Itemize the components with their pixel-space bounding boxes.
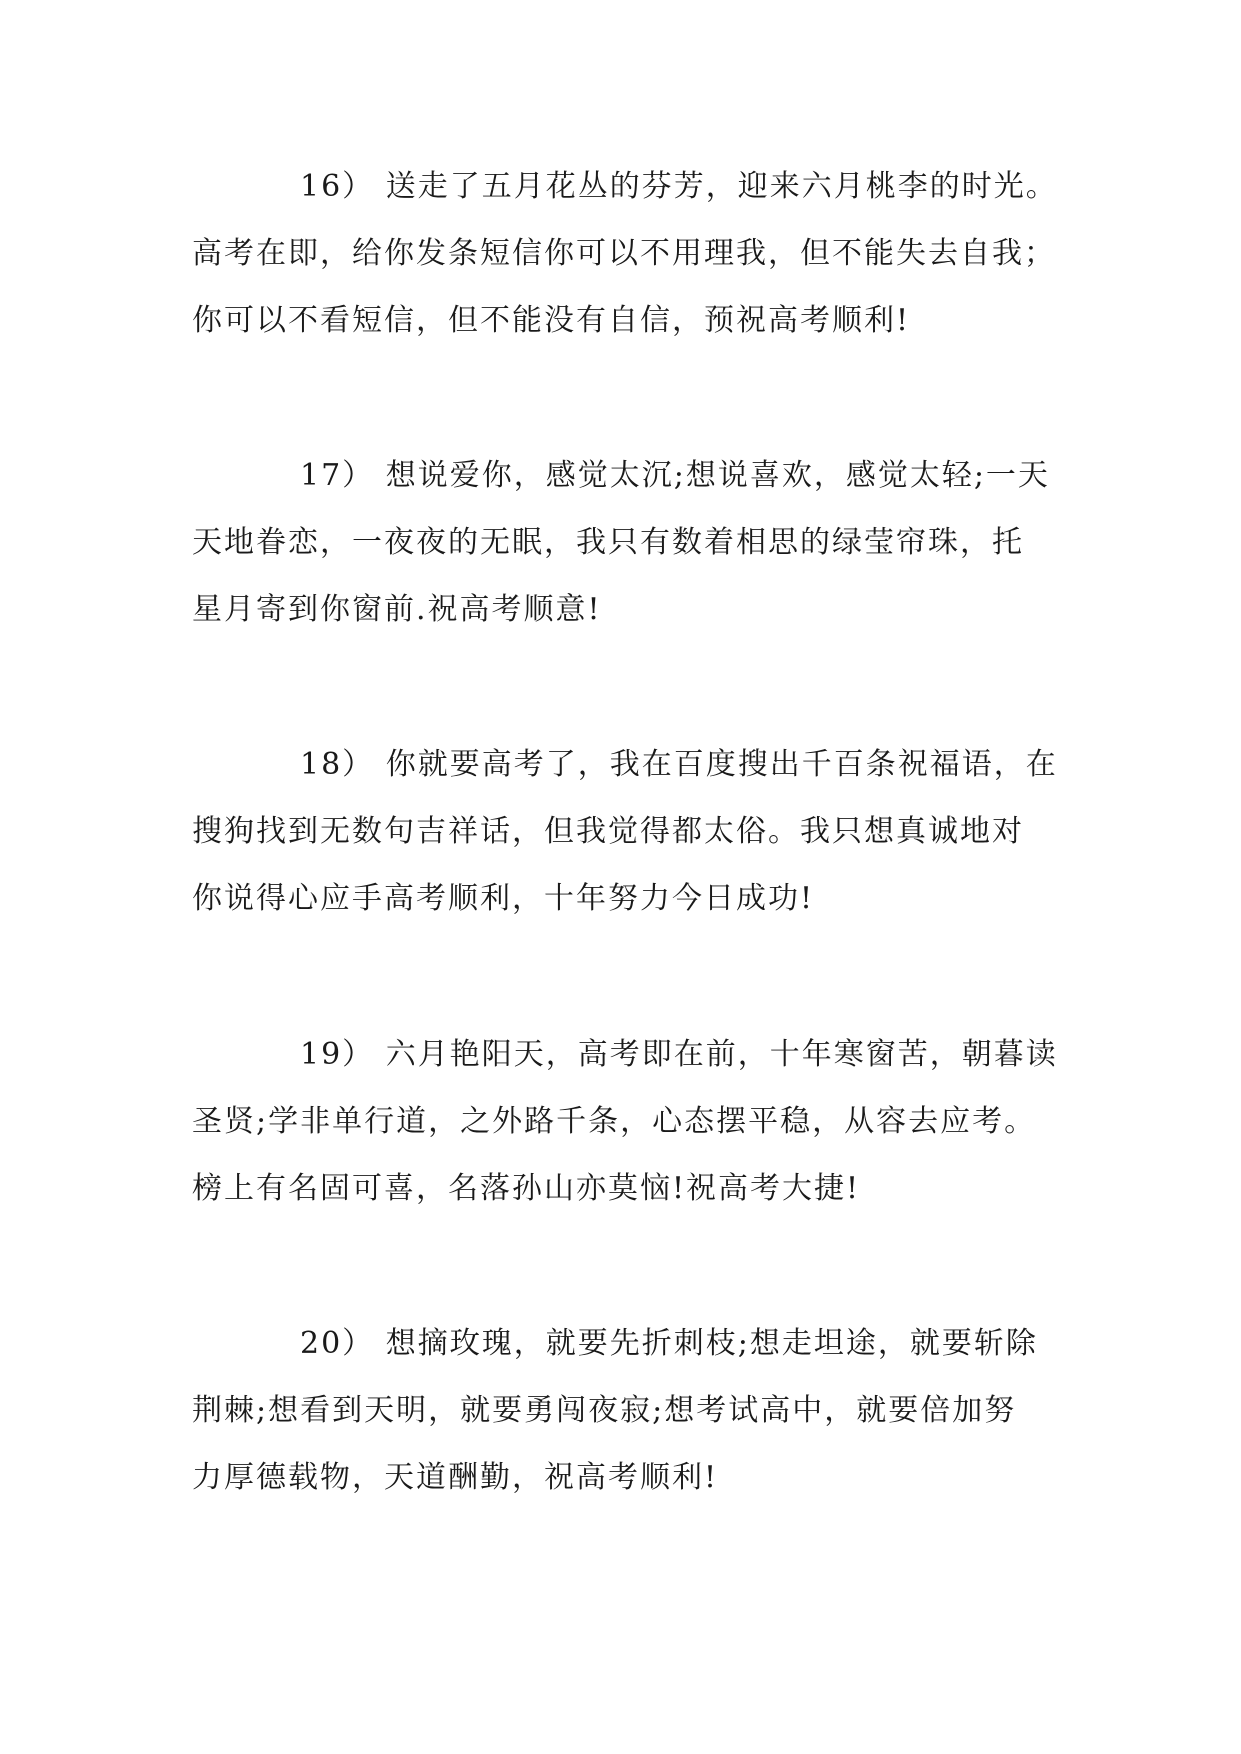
paragraph-line: 星月寄到你窗前.祝高考顺意! (192, 592, 602, 627)
paragraph-17 (192, 442, 1072, 643)
paragraph-line: 你可以不看短信，但不能没有自信，预祝高考顺利! (192, 303, 911, 338)
paragraph-20 (192, 1310, 1072, 1511)
paragraph-line: 你说得心应手高考顺利，十年努力今日成功! (192, 881, 815, 916)
paragraph-line: 高考在即，给你发条短信你可以不用理我，但不能失去自我； (192, 236, 1056, 271)
paragraph-line: 力厚德载物，天道酬勤，祝高考顺利! (192, 1460, 719, 1495)
paragraph-line: 16） 送走了五月花丛的芬芳，迎来六月桃李的时光。 (300, 169, 1058, 204)
paragraph-line: 搜狗找到无数句吉祥话，但我觉得都太俗。我只想真诚地对 (192, 814, 1024, 849)
paragraph-line: 天地眷恋，一夜夜的无眠，我只有数着相思的绿莹帘珠，托 (192, 525, 1024, 560)
paragraph-19 (192, 1021, 1072, 1222)
paragraph-16 (192, 153, 1072, 354)
paragraph-line: 20） 想摘玫瑰，就要先折刺枝;想走坦途，就要斩除 (300, 1326, 1038, 1361)
paragraph-line: 19） 六月艳阳天，高考即在前，十年寒窗苦，朝暮读 (300, 1037, 1058, 1072)
paragraph-line: 榜上有名固可喜，名落孙山亦莫恼!祝高考大捷! (192, 1171, 861, 1206)
paragraph-line: 18） 你就要高考了，我在百度搜出千百条祝福语，在 (300, 747, 1058, 782)
paragraph-18 (192, 731, 1072, 932)
paragraph-line: 圣贤;学非单行道，之外路千条，心态摆平稳，从容去应考。 (192, 1104, 1037, 1139)
paragraph-line: 17） 想说爱你，感觉太沉;想说喜欢，感觉太轻;一天 (300, 458, 1050, 493)
paragraph-line: 荆棘;想看到天明，就要勇闯夜寂;想考试高中，就要倍加努 (192, 1393, 1017, 1428)
